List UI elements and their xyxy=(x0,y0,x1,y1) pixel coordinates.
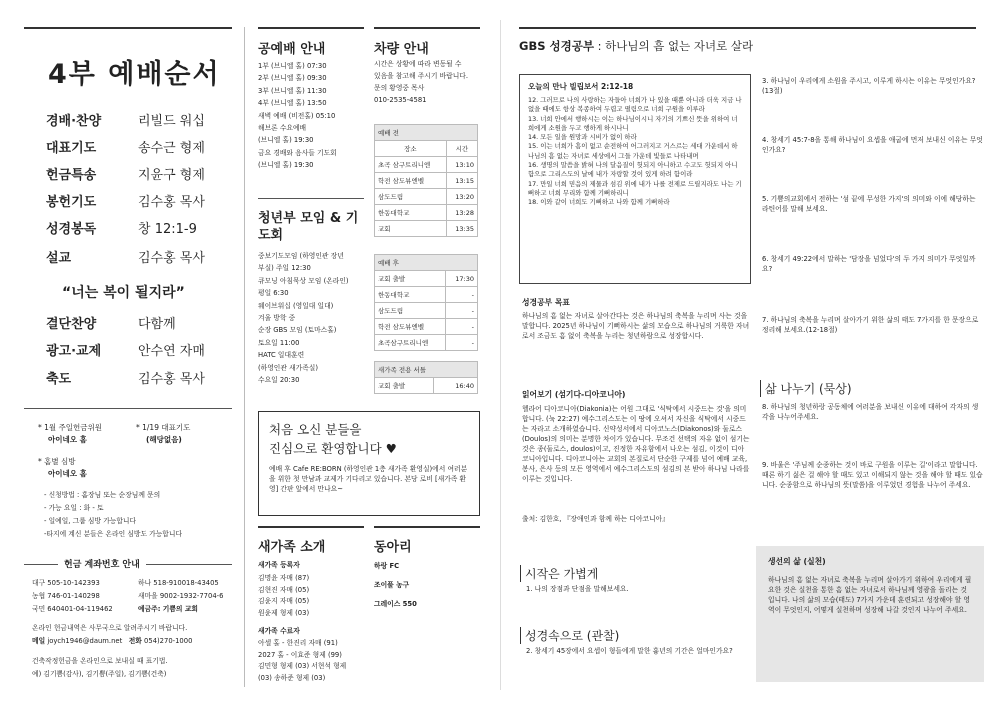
order-value: 창 12:1-9 xyxy=(138,222,197,237)
club-item: 조이풀 농구 xyxy=(374,581,410,589)
youth-item: 순장 GBS 모임 (토마스홀) xyxy=(258,326,337,335)
gbs-heading-label: GBS 성경공부 xyxy=(519,39,594,53)
time-cell: - xyxy=(446,303,478,319)
gbs-heading-title: : 하나님의 흠 없는 자녀로 살라 xyxy=(593,39,754,53)
time-cell: - xyxy=(446,319,478,335)
order-value: 송수근 형제 xyxy=(138,141,205,156)
read-text: 헬라어 디아코니아(Diakonia)는 어원 그대로 '식탁에서 시중드는 것'을 의미합니다. (눅 22:27) 예수그리스도는 이 땅에 오셔서 자신을 식탁에서 시중드는 자라고 소개하였습니다. 신약성서에서 디아코노스(Diakonos)와 둘로스(Doulos)의 의미는 분명한 차이가 있습니다. 무조건 선택의 자유 없이 섬기는 것은 종(둘로스, doulos)이고, 진정한 자유함에서 나오는 섬김, 이것이 디아코니아입니다. 디아코니아는 교회의 본질로서 단순한 구제를 넘어 예배 교육, 봉사, 은사 등의 모든 영역에서 예수그리스도의 섬김의 본 받아 하나님 나라를 이루는 것입니다. xyxy=(522,405,750,483)
note-prayer-value: (해당없음) xyxy=(146,435,182,444)
place-cell: 삼도드림 xyxy=(375,303,446,319)
worship-item: (브니엘 홀) 19:30 xyxy=(258,136,314,145)
order-value: 지윤구 형제 xyxy=(138,168,205,183)
time-cell: - xyxy=(446,335,478,351)
table-row xyxy=(375,271,478,287)
time-cell: - xyxy=(446,287,478,303)
order-value: 김수홍 목사 xyxy=(138,372,205,387)
note-line: - 일예일, 그룹 심방 가능합니다 xyxy=(44,517,137,525)
graduate-item: 김민형 형제 (03) 서현석 형제 xyxy=(258,662,347,671)
welcome-body: 예배 후 Cafe RE:BORN (하영인관 1층 새가족 환영실)에서 여러분을 위한 첫 만남과 교제가 기다리고 있습니다. 본당 로비 [새가족 환영] 간판 앞에서 만나요~ xyxy=(269,465,468,493)
order-key: 결단찬양 xyxy=(46,317,97,332)
note-line: - 신청방법 : 홈장님 또는 순장님께 문의 xyxy=(44,491,161,499)
top-rule xyxy=(24,27,232,29)
time-cell: 13:28 xyxy=(446,205,477,221)
table-row xyxy=(375,189,478,205)
start-heading: 시작은 가볍게 xyxy=(520,565,598,582)
verse: 17. 만일 너희 믿음의 제물과 섬김 위에 내가 나를 전제로 드릴지라도 나는 기뻐하고 너희 무리와 함께 기뻐하리니 xyxy=(528,179,742,197)
verse: 18. 이와 같이 너희도 기뻐하고 나와 함께 기뻐하라 xyxy=(528,198,670,207)
verse: 12. 그러므로 나의 사랑하는 자들아 너희가 나 있을 때뿐 아니라 더욱 지금 나 없을 때에도 항상 복종하여 두렵고 떨림으로 너희 구원을 이루라 xyxy=(528,96,742,114)
note-visit-value: 아이네오 홈 xyxy=(48,469,87,478)
account: 하나 518-910018-43405 xyxy=(138,579,219,587)
mail-value: joych1946@daum.net xyxy=(47,637,123,645)
place-cell: 교회 xyxy=(375,221,447,237)
time-cell: 16:40 xyxy=(433,378,477,394)
order-key: 설교 xyxy=(46,251,72,266)
read-heading: 읽어보기 (섬기다-디아코니아) xyxy=(522,390,626,399)
newfamily-heading: 새가족 소개 xyxy=(258,540,326,555)
note-prayer: * 1/19 대표기도 xyxy=(136,423,191,432)
mail-label: 메일 xyxy=(32,637,46,645)
verse: 16. 생명의 말씀을 밝혀 나의 달음질이 헛되지 아니하고 수고도 헛되지 아니함으로 그리스도의 날에 내가 자랑할 것이 있게 하려 함이라 xyxy=(528,161,738,179)
order-value: 김수홍 목사 xyxy=(138,251,205,266)
note-visit: * 홈별 심방 xyxy=(38,457,76,466)
tel-label: 전화 xyxy=(128,637,142,645)
question: 1. 나의 장점과 단점을 말해보세요. xyxy=(526,585,629,593)
youth-item: 평일 6:30 xyxy=(258,289,289,298)
club-item: 그레이스 550 xyxy=(374,600,417,608)
newfamily-item: 김윤지 자매 (05) xyxy=(258,597,310,606)
table-row xyxy=(375,303,478,319)
time-cell: 13:35 xyxy=(446,221,477,237)
verse-title: 오늘의 만나 빌립보서 2:12-18 xyxy=(528,82,634,91)
top-rule xyxy=(374,27,480,29)
youth-item: 중보기도모임 (하영인관 장년 xyxy=(258,252,344,260)
verse-box xyxy=(519,74,751,284)
verse: 14. 모든 일을 원망과 시비가 없이 하라 xyxy=(528,133,637,142)
order-value: 김수홍 목사 xyxy=(138,195,205,210)
account: 새마을 9002-1932-7704-6 xyxy=(138,592,224,600)
table-row xyxy=(375,157,478,173)
share-heading: 삶 나누기 (묵상) xyxy=(760,380,852,397)
worship-heading: 공예배 안내 xyxy=(258,42,326,57)
order-key: 광고·교제 xyxy=(46,344,102,359)
page-title: 4부 예배순서 xyxy=(48,59,221,90)
read-source: 출처: 김한호, 『장애인과 함께 하는 디아코니아』 xyxy=(522,515,670,523)
welcome-line: 진심으로 환영합니다 ♥ xyxy=(269,441,397,456)
graduate-item: 아셀 홀 - 한진리 자매 (91) xyxy=(258,639,338,647)
top-rule xyxy=(258,526,364,528)
place-cell: 학전 삼도뷰엔벨 xyxy=(375,173,447,189)
table-row xyxy=(375,205,478,221)
account: 대구 505-10-142393 xyxy=(32,579,100,587)
table-row xyxy=(375,378,478,394)
note-line: - 가능 요일 : 화 - 토 xyxy=(44,504,104,512)
car-text-line: 있음을 참고해 주시기 바랍니다. xyxy=(374,72,468,80)
practice-box xyxy=(756,546,984,682)
question: 3. 하나님이 우리에게 소원을 주시고, 이루게 하시는 이유는 무엇인가요? (13절) xyxy=(762,77,976,95)
welcome-line: 처음 오신 분들을 xyxy=(269,422,362,437)
question: 6. 창세기 49:22에서 말하는 '담장을 넘었다'의 두 가지 의미가 무엇일까요? xyxy=(762,255,976,273)
newfamily-item: 김명윤 자매 (87) xyxy=(258,574,310,582)
place-cell: 삼도드림 xyxy=(375,189,447,205)
time-cell: 13:15 xyxy=(446,173,477,189)
shuttle-table xyxy=(374,361,478,394)
car-text-line: 010-2535-4581 xyxy=(374,96,427,104)
order-value: 다함께 xyxy=(138,317,176,332)
worship-item: (브니엘 홀) 19:30 xyxy=(258,161,314,170)
worship-item: 4부 (브니엘 홀) 13:50 xyxy=(258,99,327,108)
time-cell: 13:20 xyxy=(446,189,477,205)
question: 2. 창세기 45장에서 요셉이 형들에게 말한 흉년의 기간은 얼마인가요? xyxy=(526,647,733,655)
worship-item: 3부 (브니엘 홀) 11:30 xyxy=(258,86,327,95)
tel-value: 054)270-1000 xyxy=(144,637,193,645)
top-rule xyxy=(519,27,976,29)
practice-text: 하나님의 흠 없는 자녀로 축복을 누리며 살아가기 위하여 우리에게 필요한 것은 실천을 통한 흠 없는 자녀로서 하나님께 영광을 돌리는 것입니다. 나의 삶의 모습(태도) 7가지 가운데 훈련되고 성장해야 할 영역이 무엇인지, 어떻게 실천하며 성장해 나갈 것인지 나누어 주세요. xyxy=(768,576,972,614)
question: 5. 기쁨의교회에서 전하는 '섬 끝에 무성한 가지'의 의미와 이에 해당하는 라틴어를 말해 보세요. xyxy=(762,195,976,213)
car-heading: 차량 안내 xyxy=(374,42,429,57)
place-cell: 교회 출발 xyxy=(375,271,446,287)
youth-item: 큐모닝 아침묵상 모임 (온라인) xyxy=(258,276,349,285)
table-row xyxy=(375,173,478,189)
observe-heading: 성경속으로 (관찰) xyxy=(520,627,619,644)
worship-item: 1부 (브니엘 홀) 07:30 xyxy=(258,62,327,70)
newfamily-subheading: 새가족 수료자 xyxy=(258,627,300,635)
worship-item: 2부 (브니엘 홀) 09:30 xyxy=(258,74,327,83)
account-note: 온라인 헌금내역은 사무국으로 알려주시기 바랍니다. xyxy=(32,624,188,632)
youth-item: HATC 일대훈련 xyxy=(258,351,305,360)
youth-item: 웨이브워십 (영일대 일대) xyxy=(258,301,334,310)
column-divider xyxy=(244,27,245,687)
worship-item: 금요 경배와 음사들 기도회 xyxy=(258,148,337,157)
youth-item: 수요일 20:30 xyxy=(258,376,300,385)
after-service-table xyxy=(374,254,478,351)
gbs-heading xyxy=(519,38,753,54)
question: 4. 창세기 45:7-8을 통해 하나님이 요셉을 애굽에 먼저 보내신 이유는 무엇인가요? xyxy=(762,136,983,154)
order-key: 대표기도 xyxy=(46,141,97,156)
order-key: 성경봉독 xyxy=(46,222,97,237)
question: 7. 하나님의 축복을 누리며 살아가기 위한 삶의 태도 7가지를 한 문장으로 정리해 보세요.(12-18절) xyxy=(762,316,979,334)
youth-item: 겨울 방학 중 xyxy=(258,314,296,323)
newfamily-subheading: 새가족 등록자 xyxy=(258,561,300,569)
account-holder: 예금주: 기쁨의 교회 xyxy=(138,605,198,613)
note-offering-value: 아이네오 홈 xyxy=(48,435,87,444)
order-key: 축도 xyxy=(46,372,72,387)
table-row xyxy=(375,287,478,303)
newfamily-item: 원윤제 형제 (03) xyxy=(258,608,310,617)
place-cell: 학전 삼도뷰엔벨 xyxy=(375,319,446,335)
youth-item: 부실) 주일 12:30 xyxy=(258,264,311,273)
goal-text: 하나님의 흠 없는 자녀로 살아간다는 것은 하나님의 축복을 누리며 사는 것을 말합니다. 2025년 하나님이 기뻐하시는 삶의 모습으로 하나님의 거룩한 자녀로서 조금도 흠 없이 축복을 누리는 청년하람으로 성장합시다. xyxy=(522,312,750,340)
order-key: 봉헌기도 xyxy=(46,195,97,210)
worship-list xyxy=(258,60,364,172)
question: 9. 바울은 '주님께 순종하는 것이 바로 구원을 이루는 길'이라고 말합니다. 때론 하기 싫은 걸 해야 할 때도 있고 이해되지 않는 것을 해야 할 때도 있습니다. 순종함으로 하나님의 뜻(말씀)을 이루었던 경험을 나누어 주세요. xyxy=(762,461,983,489)
club-heading: 동아리 xyxy=(374,540,412,555)
table-caption: 새가족 전용 서틀 xyxy=(375,362,478,378)
table-row xyxy=(375,221,478,237)
account-note: 예) 김기쁨(감사), 김기쁨(주일), 김기쁨(건축) xyxy=(32,670,167,678)
top-rule xyxy=(258,27,364,29)
contact-line xyxy=(32,636,192,646)
welcome-box xyxy=(258,411,480,516)
graduate-list xyxy=(258,638,372,684)
account: 농협 746-01-140298 xyxy=(32,592,100,600)
youth-list xyxy=(258,250,364,386)
order-value: 리빌드 워십 xyxy=(138,114,205,129)
time-cell: 13:10 xyxy=(446,157,477,173)
account: 국민 640401-04-119462 xyxy=(32,605,113,613)
note-line: -타지에 계신 분들은 온라인 심방도 가능합니다 xyxy=(44,530,183,538)
order-key: 헌금특송 xyxy=(46,168,97,183)
car-text xyxy=(374,58,480,106)
verse: 13. 너희 안에서 행하시는 이는 하나님이시니 자기의 기쁘신 뜻을 위하여 너희에게 소원을 두고 행하게 하시나니 xyxy=(528,114,738,132)
graduate-item: (03) 송하준 형제 (03) xyxy=(258,673,326,682)
place-cell: 교회 출발 xyxy=(375,378,434,394)
worship-item: 해브론 수요예배 xyxy=(258,124,307,133)
place-cell: 한동대학교 xyxy=(375,287,446,303)
goal-heading: 성경공부 목표 xyxy=(522,298,570,307)
account-heading: 헌금 계좌번호 안내 xyxy=(58,557,146,570)
place-cell: 한동대학교 xyxy=(375,205,447,221)
youth-item: 토요일 11:00 xyxy=(258,338,300,347)
divider xyxy=(258,198,364,199)
practice-heading: 생선의 삶 (실천) xyxy=(768,557,826,566)
table-header: 시간 xyxy=(446,141,477,157)
before-service-table xyxy=(374,124,478,237)
verse: 15. 이는 너희가 흠이 없고 순전하여 어그러지고 거스르는 세대 가운데서 하나님의 흠 없는 자녀로 세상에서 그들 가운데 빛들로 나타내며 xyxy=(528,142,738,160)
worship-item: 새벽 예배 (비전홀) 05:10 xyxy=(258,111,336,120)
car-text-line: 시간은 상황에 따라 변동될 수 xyxy=(374,60,462,68)
table-row xyxy=(375,319,478,335)
table-caption: 예배 전 xyxy=(375,125,478,141)
order-value: 안수연 자매 xyxy=(138,344,205,359)
table-header: 장소 xyxy=(375,141,447,157)
car-text-line: 문의 황영중 목사 xyxy=(374,84,425,92)
top-rule xyxy=(374,526,480,528)
order-key: 경배·찬양 xyxy=(46,114,102,129)
place-cell: 초곡 삼구트리니엔 xyxy=(375,157,447,173)
youth-heading: 청년부 모임 & 기도회 xyxy=(258,211,359,243)
table-row xyxy=(375,335,478,351)
newfamily-item: 김현진 자매 (05) xyxy=(258,585,310,594)
page-divider xyxy=(500,20,501,690)
graduate-item: 2027 홀 - 이효준 형제 (99) xyxy=(258,650,342,659)
divider xyxy=(24,408,232,409)
time-cell: 17:30 xyxy=(446,271,478,287)
question: 8. 하나님의 청년하랑 공동체에 여러분을 보내신 이유에 대하여 각자의 생각을 나누어주세요. xyxy=(762,403,979,421)
table-caption: 예배 후 xyxy=(375,255,478,271)
youth-item: (하영인관 새가족실) xyxy=(258,363,318,372)
note-offering: * 1월 주일헌금위원 xyxy=(38,423,103,432)
account-note: 건축작정헌금을 온라인으로 보내실 때 표기법. xyxy=(32,657,168,665)
sermon-title: “너는 복이 될지라” xyxy=(62,285,185,301)
newfamily-list xyxy=(258,573,364,619)
club-item: 하랑 FC xyxy=(374,562,400,570)
place-cell: 초곡삼구트리니엔 xyxy=(375,335,446,351)
